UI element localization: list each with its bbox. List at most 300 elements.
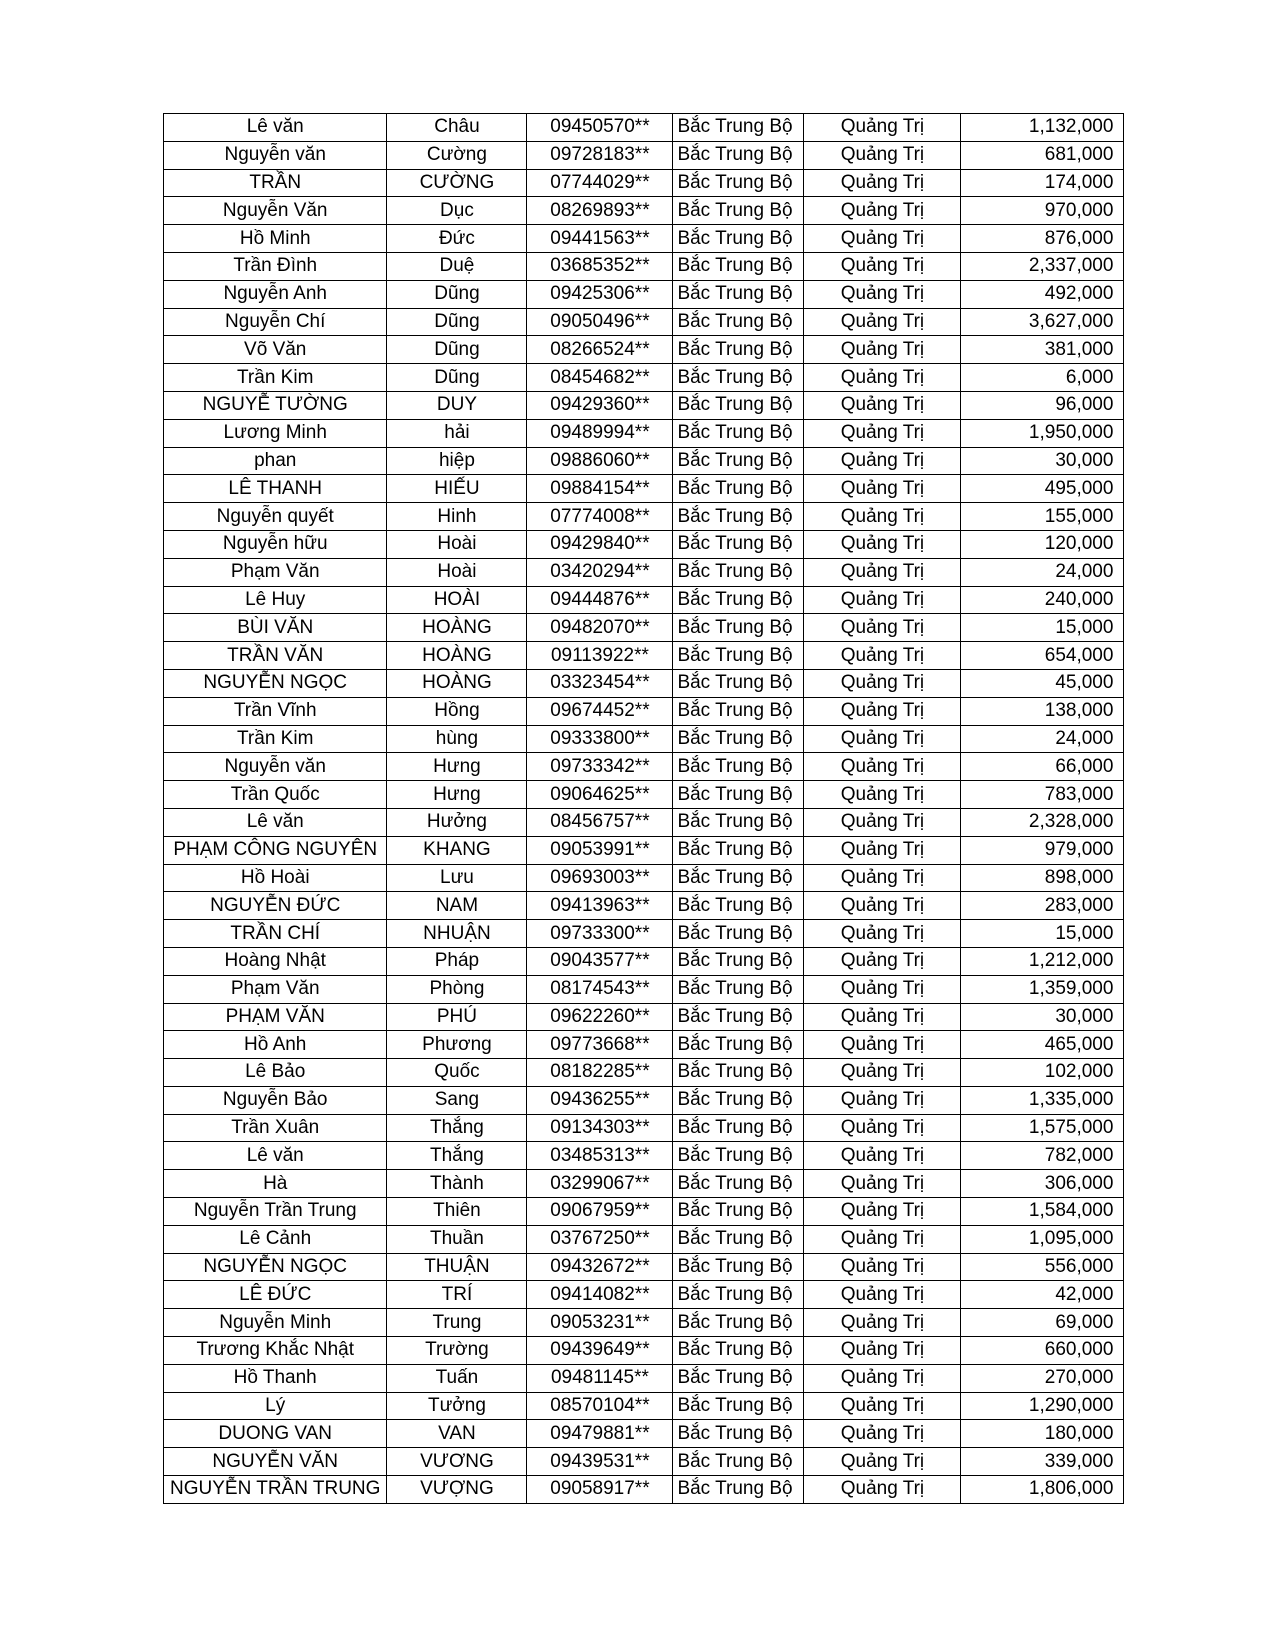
province-cell: Quảng Trị (804, 947, 961, 975)
province-cell: Quảng Trị (804, 419, 961, 447)
table-row (164, 503, 1124, 531)
table-row (164, 225, 1124, 253)
given-name-cell: NHUẬN (387, 920, 527, 948)
given-name-cell: Thắng (387, 1142, 527, 1170)
province-cell: Quảng Trị (804, 364, 961, 392)
region-cell: Bắc Trung Bộ (673, 280, 804, 308)
province-cell: Quảng Trị (804, 586, 961, 614)
given-name-cell: TRÍ (387, 1281, 527, 1309)
surname-cell: Lê văn (164, 808, 387, 836)
amount-cell: 270,000 (961, 1364, 1124, 1392)
province-cell: Quảng Trị (804, 308, 961, 336)
region-cell: Bắc Trung Bộ (673, 391, 804, 419)
amount-cell: 660,000 (961, 1337, 1124, 1365)
given-name-cell: Hinh (387, 503, 527, 531)
given-name-cell: Hưởng (387, 808, 527, 836)
given-name-cell: Dũng (387, 308, 527, 336)
province-cell: Quảng Trị (804, 252, 961, 280)
amount-cell: 979,000 (961, 836, 1124, 864)
phone-cell: 08182285** (527, 1059, 673, 1087)
surname-cell: Hồ Hoài (164, 864, 387, 892)
table-row (164, 336, 1124, 364)
region-cell: Bắc Trung Bộ (673, 781, 804, 809)
phone-cell: 09489994** (527, 419, 673, 447)
region-cell: Bắc Trung Bộ (673, 225, 804, 253)
province-cell: Quảng Trị (804, 1198, 961, 1226)
phone-cell: 09733342** (527, 753, 673, 781)
amount-cell: 45,000 (961, 669, 1124, 697)
amount-cell: 15,000 (961, 614, 1124, 642)
phone-cell: 09444876** (527, 586, 673, 614)
phone-cell: 09886060** (527, 447, 673, 475)
amount-cell: 970,000 (961, 197, 1124, 225)
surname-cell: Lương Minh (164, 419, 387, 447)
table-row (164, 475, 1124, 503)
given-name-cell: Hưng (387, 753, 527, 781)
given-name-cell: Pháp (387, 947, 527, 975)
phone-cell: 09622260** (527, 1003, 673, 1031)
province-cell: Quảng Trị (804, 1309, 961, 1337)
table-row (164, 1086, 1124, 1114)
surname-cell: LÊ THANH (164, 475, 387, 503)
given-name-cell: Tưởng (387, 1392, 527, 1420)
region-cell: Bắc Trung Bộ (673, 1031, 804, 1059)
region-cell: Bắc Trung Bộ (673, 308, 804, 336)
phone-cell: 09043577** (527, 947, 673, 975)
phone-cell: 09053991** (527, 836, 673, 864)
given-name-cell: Hồng (387, 697, 527, 725)
phone-cell: 09425306** (527, 280, 673, 308)
phone-cell: 09728183** (527, 141, 673, 169)
table-row (164, 642, 1124, 670)
table-row (164, 1253, 1124, 1281)
region-cell: Bắc Trung Bộ (673, 1142, 804, 1170)
table-row (164, 808, 1124, 836)
phone-cell: 08174543** (527, 975, 673, 1003)
phone-cell: 09429840** (527, 530, 673, 558)
amount-cell: 283,000 (961, 892, 1124, 920)
surname-cell: NGUYỄN NGỌC (164, 669, 387, 697)
amount-cell: 3,627,000 (961, 308, 1124, 336)
data-table (163, 113, 1124, 1504)
surname-cell: LÊ ĐỨC (164, 1281, 387, 1309)
given-name-cell: Dũng (387, 336, 527, 364)
surname-cell: NGUYỄ TƯỜNG (164, 391, 387, 419)
table-row (164, 1114, 1124, 1142)
phone-cell: 09053231** (527, 1309, 673, 1337)
given-name-cell: Châu (387, 114, 527, 142)
amount-cell: 1,806,000 (961, 1476, 1124, 1504)
amount-cell: 1,359,000 (961, 975, 1124, 1003)
phone-cell: 09733300** (527, 920, 673, 948)
province-cell: Quảng Trị (804, 1392, 961, 1420)
table-row (164, 725, 1124, 753)
table-body (164, 114, 1124, 1504)
amount-cell: 495,000 (961, 475, 1124, 503)
table-row (164, 1003, 1124, 1031)
given-name-cell: Tuấn (387, 1364, 527, 1392)
given-name-cell: Thuần (387, 1225, 527, 1253)
surname-cell: Nguyễn Chí (164, 308, 387, 336)
province-cell: Quảng Trị (804, 530, 961, 558)
amount-cell: 1,584,000 (961, 1198, 1124, 1226)
given-name-cell: HOÀNG (387, 614, 527, 642)
surname-cell: Hoàng Nhật (164, 947, 387, 975)
surname-cell: Võ Văn (164, 336, 387, 364)
surname-cell: Nguyễn Anh (164, 280, 387, 308)
province-cell: Quảng Trị (804, 475, 961, 503)
region-cell: Bắc Trung Bộ (673, 364, 804, 392)
amount-cell: 96,000 (961, 391, 1124, 419)
table-row (164, 697, 1124, 725)
given-name-cell: HOÀI (387, 586, 527, 614)
province-cell: Quảng Trị (804, 725, 961, 753)
region-cell: Bắc Trung Bộ (673, 1420, 804, 1448)
region-cell: Bắc Trung Bộ (673, 947, 804, 975)
surname-cell: Hồ Thanh (164, 1364, 387, 1392)
surname-cell: Nguyễn văn (164, 753, 387, 781)
given-name-cell: HOÀNG (387, 642, 527, 670)
table-row (164, 1281, 1124, 1309)
region-cell: Bắc Trung Bộ (673, 252, 804, 280)
region-cell: Bắc Trung Bộ (673, 697, 804, 725)
province-cell: Quảng Trị (804, 1225, 961, 1253)
table-row (164, 391, 1124, 419)
surname-cell: Trần Xuân (164, 1114, 387, 1142)
region-cell: Bắc Trung Bộ (673, 1059, 804, 1087)
phone-cell: 09436255** (527, 1086, 673, 1114)
table-row (164, 1142, 1124, 1170)
given-name-cell: THUẬN (387, 1253, 527, 1281)
amount-cell: 24,000 (961, 725, 1124, 753)
surname-cell: NGUYỄN TRẦN TRUNG (164, 1476, 387, 1504)
table-row (164, 920, 1124, 948)
region-cell: Bắc Trung Bộ (673, 836, 804, 864)
given-name-cell: VƯƠNG (387, 1448, 527, 1476)
region-cell: Bắc Trung Bộ (673, 1114, 804, 1142)
amount-cell: 2,337,000 (961, 252, 1124, 280)
region-cell: Bắc Trung Bộ (673, 892, 804, 920)
province-cell: Quảng Trị (804, 503, 961, 531)
phone-cell: 09414082** (527, 1281, 673, 1309)
phone-cell: 09113922** (527, 642, 673, 670)
given-name-cell: VAN (387, 1420, 527, 1448)
amount-cell: 465,000 (961, 1031, 1124, 1059)
amount-cell: 174,000 (961, 169, 1124, 197)
amount-cell: 30,000 (961, 1003, 1124, 1031)
table-row (164, 947, 1124, 975)
province-cell: Quảng Trị (804, 225, 961, 253)
province-cell: Quảng Trị (804, 197, 961, 225)
amount-cell: 381,000 (961, 336, 1124, 364)
region-cell: Bắc Trung Bộ (673, 1281, 804, 1309)
amount-cell: 15,000 (961, 920, 1124, 948)
province-cell: Quảng Trị (804, 975, 961, 1003)
province-cell: Quảng Trị (804, 614, 961, 642)
region-cell: Bắc Trung Bộ (673, 642, 804, 670)
table-row (164, 669, 1124, 697)
given-name-cell: NAM (387, 892, 527, 920)
amount-cell: 155,000 (961, 503, 1124, 531)
region-cell: Bắc Trung Bộ (673, 1337, 804, 1365)
amount-cell: 876,000 (961, 225, 1124, 253)
phone-cell: 09413963** (527, 892, 673, 920)
surname-cell: NGUYỄN ĐỨC (164, 892, 387, 920)
region-cell: Bắc Trung Bộ (673, 1198, 804, 1226)
surname-cell: Lê Bảo (164, 1059, 387, 1087)
province-cell: Quảng Trị (804, 836, 961, 864)
given-name-cell: hải (387, 419, 527, 447)
table-row (164, 753, 1124, 781)
province-cell: Quảng Trị (804, 1364, 961, 1392)
table-row (164, 280, 1124, 308)
amount-cell: 306,000 (961, 1170, 1124, 1198)
amount-cell: 1,095,000 (961, 1225, 1124, 1253)
surname-cell: Phạm Văn (164, 558, 387, 586)
province-cell: Quảng Trị (804, 1114, 961, 1142)
surname-cell: Trần Quốc (164, 781, 387, 809)
phone-cell: 09067959** (527, 1198, 673, 1226)
surname-cell: NGUYỄN NGỌC (164, 1253, 387, 1281)
region-cell: Bắc Trung Bộ (673, 586, 804, 614)
surname-cell: Lý (164, 1392, 387, 1420)
table-row (164, 419, 1124, 447)
surname-cell: TRẦN (164, 169, 387, 197)
table-row (164, 1448, 1124, 1476)
table-row (164, 836, 1124, 864)
surname-cell: Nguyễn quyết (164, 503, 387, 531)
province-cell: Quảng Trị (804, 391, 961, 419)
province-cell: Quảng Trị (804, 1253, 961, 1281)
region-cell: Bắc Trung Bộ (673, 475, 804, 503)
table-row (164, 1059, 1124, 1087)
region-cell: Bắc Trung Bộ (673, 753, 804, 781)
surname-cell: Trần Đình (164, 252, 387, 280)
given-name-cell: Dục (387, 197, 527, 225)
given-name-cell: Hưng (387, 781, 527, 809)
region-cell: Bắc Trung Bộ (673, 141, 804, 169)
province-cell: Quảng Trị (804, 336, 961, 364)
province-cell: Quảng Trị (804, 920, 961, 948)
region-cell: Bắc Trung Bộ (673, 419, 804, 447)
table-row (164, 586, 1124, 614)
amount-cell: 6,000 (961, 364, 1124, 392)
province-cell: Quảng Trị (804, 169, 961, 197)
amount-cell: 180,000 (961, 1420, 1124, 1448)
given-name-cell: Thiên (387, 1198, 527, 1226)
region-cell: Bắc Trung Bộ (673, 1364, 804, 1392)
region-cell: Bắc Trung Bộ (673, 808, 804, 836)
phone-cell: 09481145** (527, 1364, 673, 1392)
amount-cell: 66,000 (961, 753, 1124, 781)
given-name-cell: PHÚ (387, 1003, 527, 1031)
table-row (164, 1392, 1124, 1420)
table-row (164, 447, 1124, 475)
province-cell: Quảng Trị (804, 1476, 961, 1504)
table-row (164, 1337, 1124, 1365)
table-row (164, 141, 1124, 169)
surname-cell: Trần Kim (164, 725, 387, 753)
table-row (164, 864, 1124, 892)
province-cell: Quảng Trị (804, 753, 961, 781)
phone-cell: 07774008** (527, 503, 673, 531)
given-name-cell: Trung (387, 1309, 527, 1337)
amount-cell: 654,000 (961, 642, 1124, 670)
table-row (164, 1364, 1124, 1392)
surname-cell: PHẠM CÔNG NGUYÊN (164, 836, 387, 864)
phone-cell: 03485313** (527, 1142, 673, 1170)
region-cell: Bắc Trung Bộ (673, 975, 804, 1003)
province-cell: Quảng Trị (804, 642, 961, 670)
phone-cell: 07744029** (527, 169, 673, 197)
province-cell: Quảng Trị (804, 1170, 961, 1198)
province-cell: Quảng Trị (804, 1420, 961, 1448)
region-cell: Bắc Trung Bộ (673, 197, 804, 225)
surname-cell: Lê Huy (164, 586, 387, 614)
given-name-cell: VƯỢNG (387, 1476, 527, 1504)
amount-cell: 30,000 (961, 447, 1124, 475)
region-cell: Bắc Trung Bộ (673, 1392, 804, 1420)
region-cell: Bắc Trung Bộ (673, 503, 804, 531)
given-name-cell: CƯỜNG (387, 169, 527, 197)
phone-cell: 09429360** (527, 391, 673, 419)
given-name-cell: Đức (387, 225, 527, 253)
given-name-cell: Thắng (387, 1114, 527, 1142)
province-cell: Quảng Trị (804, 892, 961, 920)
amount-cell: 102,000 (961, 1059, 1124, 1087)
given-name-cell: Trường (387, 1337, 527, 1365)
given-name-cell: HIẾU (387, 475, 527, 503)
province-cell: Quảng Trị (804, 114, 961, 142)
phone-cell: 08456757** (527, 808, 673, 836)
province-cell: Quảng Trị (804, 1142, 961, 1170)
table-row (164, 558, 1124, 586)
amount-cell: 556,000 (961, 1253, 1124, 1281)
region-cell: Bắc Trung Bộ (673, 169, 804, 197)
table-row (164, 1170, 1124, 1198)
phone-cell: 09482070** (527, 614, 673, 642)
amount-cell: 120,000 (961, 530, 1124, 558)
phone-cell: 09773668** (527, 1031, 673, 1059)
table-row (164, 1031, 1124, 1059)
region-cell: Bắc Trung Bộ (673, 1225, 804, 1253)
phone-cell: 09884154** (527, 475, 673, 503)
given-name-cell: Hoài (387, 530, 527, 558)
phone-cell: 09050496** (527, 308, 673, 336)
table-row (164, 1420, 1124, 1448)
phone-cell: 09450570** (527, 114, 673, 142)
amount-cell: 1,132,000 (961, 114, 1124, 142)
given-name-cell: HOÀNG (387, 669, 527, 697)
amount-cell: 42,000 (961, 1281, 1124, 1309)
amount-cell: 2,328,000 (961, 808, 1124, 836)
phone-cell: 09432672** (527, 1253, 673, 1281)
table-row (164, 308, 1124, 336)
amount-cell: 240,000 (961, 586, 1124, 614)
surname-cell: Phạm Văn (164, 975, 387, 1003)
surname-cell: Trần Kim (164, 364, 387, 392)
phone-cell: 03420294** (527, 558, 673, 586)
surname-cell: Nguyễn Minh (164, 1309, 387, 1337)
amount-cell: 24,000 (961, 558, 1124, 586)
given-name-cell: Cường (387, 141, 527, 169)
table-row (164, 1476, 1124, 1504)
phone-cell: 03685352** (527, 252, 673, 280)
surname-cell: Lê văn (164, 1142, 387, 1170)
phone-cell: 09439531** (527, 1448, 673, 1476)
surname-cell: Hồ Anh (164, 1031, 387, 1059)
phone-cell: 09064625** (527, 781, 673, 809)
surname-cell: Nguyễn văn (164, 141, 387, 169)
region-cell: Bắc Trung Bộ (673, 336, 804, 364)
table-row (164, 892, 1124, 920)
province-cell: Quảng Trị (804, 697, 961, 725)
given-name-cell: KHANG (387, 836, 527, 864)
region-cell: Bắc Trung Bộ (673, 614, 804, 642)
province-cell: Quảng Trị (804, 1003, 961, 1031)
surname-cell: Nguyễn Văn (164, 197, 387, 225)
amount-cell: 492,000 (961, 280, 1124, 308)
phone-cell: 09333800** (527, 725, 673, 753)
surname-cell: Nguyễn hữu (164, 530, 387, 558)
table-row (164, 1225, 1124, 1253)
province-cell: Quảng Trị (804, 1337, 961, 1365)
given-name-cell: Thành (387, 1170, 527, 1198)
amount-cell: 339,000 (961, 1448, 1124, 1476)
table-row (164, 1198, 1124, 1226)
given-name-cell: Sang (387, 1086, 527, 1114)
amount-cell: 1,335,000 (961, 1086, 1124, 1114)
given-name-cell: DUY (387, 391, 527, 419)
region-cell: Bắc Trung Bộ (673, 1476, 804, 1504)
surname-cell: Nguyễn Bảo (164, 1086, 387, 1114)
given-name-cell: Duệ (387, 252, 527, 280)
amount-cell: 1,575,000 (961, 1114, 1124, 1142)
table-row (164, 197, 1124, 225)
table-row (164, 252, 1124, 280)
amount-cell: 783,000 (961, 781, 1124, 809)
surname-cell: Nguyễn Trần Trung (164, 1198, 387, 1226)
phone-cell: 09693003** (527, 864, 673, 892)
amount-cell: 138,000 (961, 697, 1124, 725)
given-name-cell: Lưu (387, 864, 527, 892)
region-cell: Bắc Trung Bộ (673, 1086, 804, 1114)
table-row (164, 530, 1124, 558)
table-row (164, 364, 1124, 392)
surname-cell: Hồ Minh (164, 225, 387, 253)
given-name-cell: Quốc (387, 1059, 527, 1087)
phone-cell: 09439649** (527, 1337, 673, 1365)
surname-cell: PHẠM VĂN (164, 1003, 387, 1031)
phone-cell: 09134303** (527, 1114, 673, 1142)
phone-cell: 03323454** (527, 669, 673, 697)
region-cell: Bắc Trung Bộ (673, 1448, 804, 1476)
phone-cell: 09674452** (527, 697, 673, 725)
surname-cell: DUONG VAN (164, 1420, 387, 1448)
surname-cell: Lê văn (164, 114, 387, 142)
phone-cell: 09058917** (527, 1476, 673, 1504)
region-cell: Bắc Trung Bộ (673, 447, 804, 475)
province-cell: Quảng Trị (804, 808, 961, 836)
province-cell: Quảng Trị (804, 1448, 961, 1476)
phone-cell: 08269893** (527, 197, 673, 225)
amount-cell: 681,000 (961, 141, 1124, 169)
surname-cell: phan (164, 447, 387, 475)
region-cell: Bắc Trung Bộ (673, 920, 804, 948)
region-cell: Bắc Trung Bộ (673, 864, 804, 892)
region-cell: Bắc Trung Bộ (673, 1309, 804, 1337)
given-name-cell: Dũng (387, 364, 527, 392)
